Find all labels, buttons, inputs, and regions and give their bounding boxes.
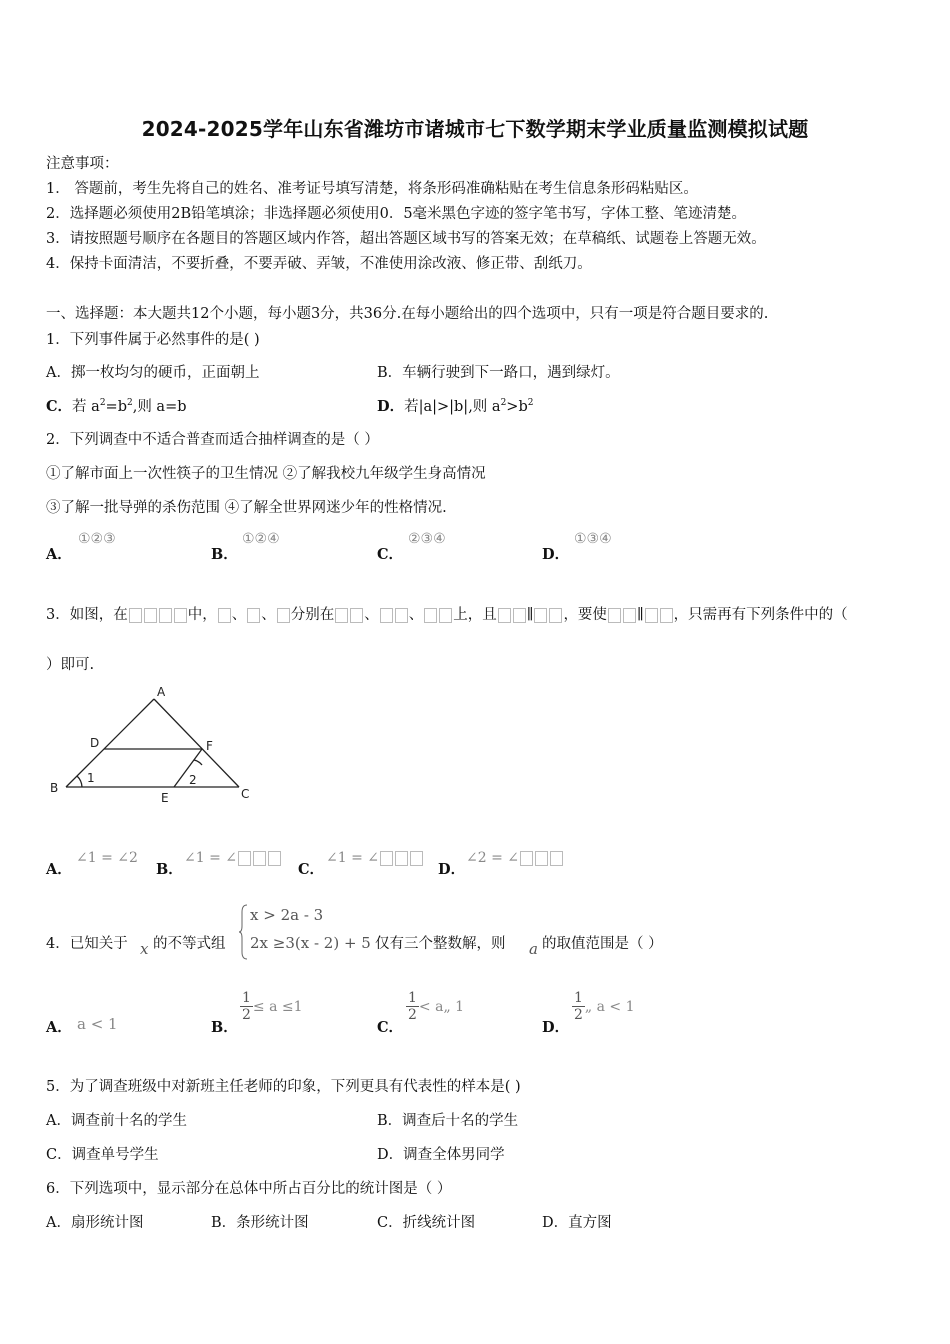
q4-a-val: a < 1: [77, 1015, 118, 1033]
q3-stem: [46, 603, 848, 624]
angle-2-label: 2: [189, 773, 197, 787]
notice-heading: 注意事项：: [46, 156, 119, 172]
placeholder-box: [439, 608, 452, 623]
q1-d-sup1: 2: [500, 398, 507, 409]
q4-c-rest: < a„ 1: [418, 999, 465, 1015]
notice-item: 3．请按照题号顺序在各题目的答题区域内作答，超出答题区域书写的答案无效；在草稿纸、试题卷上答题无效。: [46, 231, 766, 247]
q4-inequality-1: x > 2a - 3: [250, 906, 324, 924]
q6-option-a: A．扇形统计图: [46, 1215, 144, 1231]
q2-d-label: D．: [542, 546, 570, 563]
angle-1-label: 1: [87, 771, 95, 785]
notice-item: 2．选择题必须使用2B铅笔填涂；非选择题必须使用0．5毫米黑色字迹的签字笔书写，字体工整、笔迹清楚。: [46, 206, 747, 222]
q3-text: ∥: [636, 607, 644, 623]
q3-b-label: B．: [156, 861, 183, 878]
q1-c-mid: =b: [105, 399, 127, 415]
q3-text: 分别在: [290, 607, 335, 623]
q3-text: 中，: [187, 607, 217, 623]
placeholder-box: [277, 608, 290, 623]
brace-icon: [238, 904, 248, 960]
placeholder-box: [350, 608, 363, 623]
placeholder-box: [660, 608, 673, 623]
frac-num: 1: [574, 990, 583, 1006]
q1-c-text: 若 a: [72, 399, 100, 415]
q1-c-end: ,则 a=b: [132, 399, 187, 415]
placeholder-box: [144, 608, 157, 623]
q6-stem: 6．下列选项中，显示部分在总体中所占百分比的统计图是（ ）: [46, 1181, 452, 1197]
q1-c-label: C．: [46, 398, 73, 415]
q3-b-text: ∠1 = ∠: [184, 850, 237, 866]
q2-b-label: B．: [211, 546, 238, 563]
frac-num: 1: [408, 990, 417, 1006]
q3-c-text: ∠1 = ∠: [326, 850, 379, 866]
placeholder-box: [253, 851, 266, 866]
q3-c-val: [326, 850, 424, 866]
q4-c-val: [406, 990, 464, 1023]
q2-a-label: A．: [46, 546, 72, 563]
q1-d-text: 若|a|>|b|,则 a: [404, 399, 501, 415]
placeholder-box: [608, 608, 621, 623]
q3-text: 上，且: [453, 607, 497, 623]
placeholder-box: [129, 608, 142, 623]
q2-line1: ①了解市面上一次性筷子的卫生情况 ②了解我校九年级学生身高情况: [46, 466, 486, 482]
q3-a-label: A．: [46, 861, 72, 878]
placeholder-box: [498, 608, 511, 623]
q2-c-val: ②③④: [408, 531, 446, 547]
placeholder-box: [645, 608, 658, 623]
q3-text: 、: [364, 607, 379, 623]
label-C: C: [241, 787, 250, 801]
q3-b-val: [184, 850, 282, 866]
q1-option-c: [46, 395, 187, 416]
q5-option-a: A．调查前十名的学生: [46, 1113, 187, 1129]
q2-b-val: ①②④: [242, 531, 280, 547]
fraction-half: [572, 990, 585, 1023]
q3-text: ，要使: [563, 607, 607, 623]
q3-text: 、: [231, 607, 247, 623]
q1-option-b: B．车辆行驶到下一路口，遇到绿灯。: [377, 365, 620, 381]
q2-c-label: C．: [377, 546, 404, 563]
q1-d-label: D．: [377, 398, 405, 415]
placeholder-box: [520, 851, 533, 866]
q1-d-sup2: 2: [527, 398, 534, 409]
q2-a-val: ①②③: [78, 531, 116, 547]
frac-den: 2: [574, 1007, 583, 1023]
placeholder-box: [534, 608, 547, 623]
placeholder-box: [550, 851, 563, 866]
placeholder-box: [238, 851, 251, 866]
q6-option-b: B．条形统计图: [211, 1215, 309, 1231]
q4-b-label: B．: [211, 1019, 238, 1036]
q4-text-4: 的取值范围是（ ）: [542, 936, 663, 952]
q4-d-rest: „ a < 1: [584, 999, 635, 1015]
q4-text-2: 的不等式组: [153, 936, 226, 952]
q4-text-1: 4．已知关于: [46, 936, 128, 952]
q3-a-val: ∠1 = ∠2: [76, 850, 138, 866]
placeholder-box: [410, 851, 423, 866]
label-B: B: [50, 781, 59, 795]
q1-option-d: [377, 395, 533, 416]
q4-b-val: [240, 990, 303, 1023]
q4-text-3: 仅有三个整数解，则: [375, 936, 506, 952]
q4-b-rest: ≤ a ≤1: [252, 999, 303, 1015]
triangle-figure: [44, 680, 264, 810]
placeholder-box: [623, 608, 636, 623]
placeholder-box: [380, 851, 393, 866]
placeholder-box: [335, 608, 348, 623]
q4-c-label: C．: [377, 1019, 404, 1036]
placeholder-box: [395, 608, 408, 623]
placeholder-box: [247, 608, 260, 623]
q2-d-val: ①③④: [574, 531, 612, 547]
placeholder-box: [549, 608, 562, 623]
q4-a-label: A．: [46, 1019, 72, 1036]
placeholder-box: [395, 851, 408, 866]
fraction-half: [240, 990, 253, 1023]
section-heading: 一、选择题：本大题共12个小题，每小题3分，共36分.在每小题给出的四个选项中，只有一项是符合题目要求的.: [46, 306, 769, 322]
q1-stem: 1．下列事件属于必然事件的是( ): [46, 332, 260, 348]
q6-option-d: D．直方图: [542, 1215, 612, 1231]
q3-text: ，只需再有下列条件中的（: [673, 607, 848, 623]
placeholder-box: [268, 851, 281, 866]
q4-var-x: x: [140, 940, 149, 958]
placeholder-box: [380, 608, 393, 623]
q3-text: 、: [261, 607, 276, 623]
placeholder-box: [174, 608, 187, 623]
q5-stem: 5．为了调查班级中对新班主任老师的印象，下列更具有代表性的样本是( ): [46, 1079, 521, 1095]
q3-text: ∥: [526, 607, 534, 623]
q4-var-a: a: [529, 940, 538, 958]
notice-item: 4．保持卡面清洁，不要折叠，不要弄破、弄皱，不准使用涂改液、修正带、刮纸刀。: [46, 256, 592, 272]
q3-c-label: C．: [298, 861, 325, 878]
q2-line2: ③了解一批导弹的杀伤范围 ④了解全世界网迷少年的性格情况.: [46, 500, 447, 516]
q3-d-label: D．: [438, 861, 466, 878]
q4-inequality-2: 2x ≥3(x - 2) + 5: [250, 934, 371, 952]
q6-option-c: C．折线统计图: [377, 1215, 476, 1231]
q3-text: 、: [408, 607, 424, 623]
placeholder-box: [218, 608, 231, 623]
q1-option-a: A．掷一枚均匀的硬币，正面朝上: [46, 365, 260, 381]
notice-item: 1． 答题前，考生先将自己的姓名、准考证号填写清楚，将条形码准确粘贴在考生信息条形码粘贴区。: [46, 181, 698, 197]
label-A: A: [157, 685, 166, 699]
placeholder-box: [513, 608, 526, 623]
q5-option-d: D．调查全体男同学: [377, 1147, 505, 1163]
frac-num: 1: [242, 990, 251, 1006]
frac-den: 2: [408, 1007, 417, 1023]
q3-line2: ）即可.: [46, 657, 95, 673]
label-D: D: [90, 736, 100, 750]
q1-c-sup2: 2: [126, 398, 133, 409]
frac-den: 2: [242, 1007, 251, 1023]
label-F: F: [206, 739, 213, 753]
q3-text: 3．如图，在: [46, 607, 128, 623]
q4-d-label: D．: [542, 1019, 570, 1036]
q5-option-b: B．调查后十名的学生: [377, 1113, 519, 1129]
label-E: E: [161, 791, 169, 805]
placeholder-box: [159, 608, 172, 623]
fraction-half: [406, 990, 419, 1023]
q4-d-val: [572, 990, 635, 1023]
q5-option-c: C．调查单号学生: [46, 1147, 159, 1163]
q3-d-text: ∠2 = ∠: [466, 850, 519, 866]
q2-stem: 2．下列调查中不适合普查而适合抽样调查的是（ ）: [46, 432, 379, 448]
q1-c-sup1: 2: [99, 398, 106, 409]
page-title: 2024-2025学年山东省潍坊市诸城市七下数学期末学业质量监测模拟试题: [141, 117, 809, 141]
placeholder-box: [424, 608, 437, 623]
q3-d-val: [466, 850, 564, 866]
q1-d-mid: >b: [506, 399, 528, 415]
placeholder-box: [535, 851, 548, 866]
